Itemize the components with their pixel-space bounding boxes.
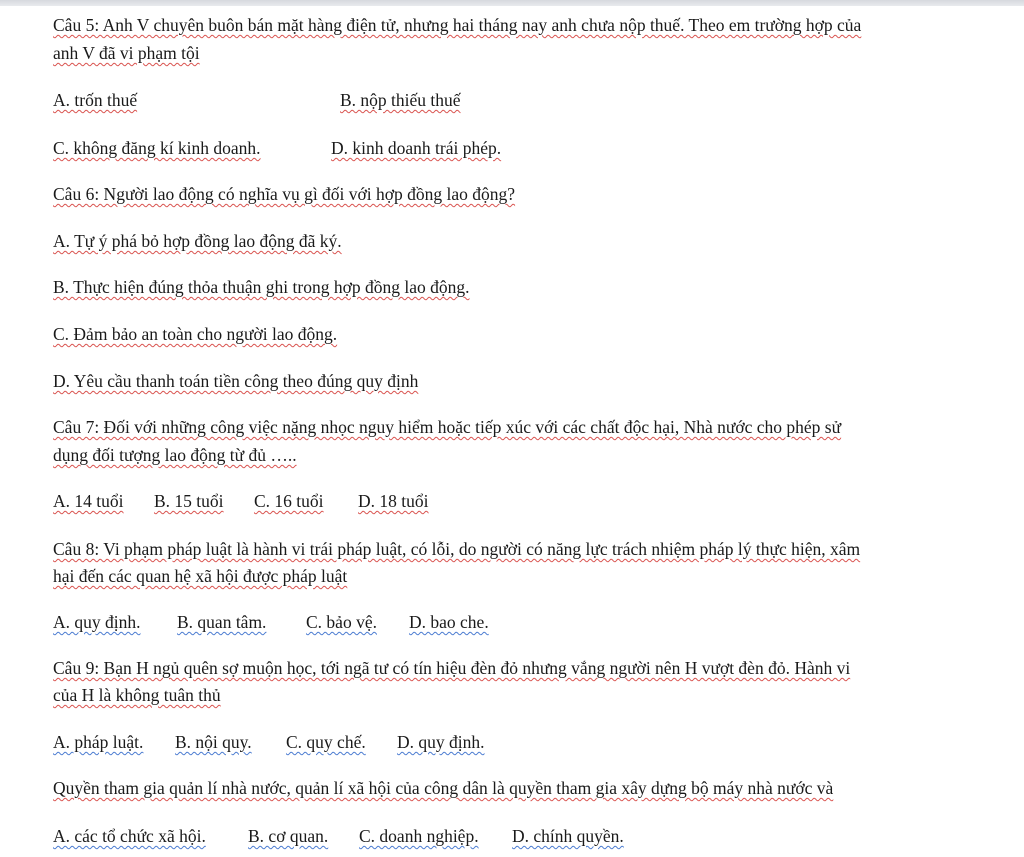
question-6-stem: Câu 6: Người lao động có nghĩa vụ gì đối với hợp đồng lao động?: [53, 184, 516, 204]
question-10-option-b: B. cơ quan.: [248, 826, 329, 846]
question-5-option-b: B. nộp thiếu thuế: [340, 90, 461, 110]
question-5-option-d: D. kinh doanh trái phép.: [331, 138, 502, 158]
question-7-option-d: D. 18 tuổi: [358, 491, 429, 511]
question-6-option-c: C. Đảm bảo an toàn cho người lao động.: [53, 324, 338, 344]
question-7-option-b: B. 15 tuổi: [154, 491, 224, 511]
question-9-stem-line-2: của H là không tuân thủ: [53, 685, 221, 705]
question-8-option-c: C. bảo vệ.: [306, 612, 377, 632]
question-5-stem-line-2: anh V đã vi phạm tội: [53, 43, 200, 63]
question-8-option-d: D. bao che.: [409, 612, 489, 632]
question-10-option-a: A. các tổ chức xã hội.: [53, 826, 206, 846]
question-6-option-d: D. Yêu cầu thanh toán tiền công theo đúng quy định: [53, 371, 419, 391]
question-9-stem-line-1: Câu 9: Bạn H ngủ quên sợ muộn học, tới ngã tư có tín hiệu đèn đỏ nhưng vắng người nên H vượt đèn đỏ. Hành vi: [53, 658, 851, 678]
question-8-option-a: A. quy định.: [53, 612, 141, 632]
question-8-stem-line-2: hại đến các quan hệ xã hội được pháp luật: [53, 566, 348, 586]
question-7-option-c: C. 16 tuổi: [254, 491, 324, 511]
question-6-option-b: B. Thực hiện đúng thỏa thuận ghi trong hợp đồng lao động.: [53, 277, 470, 297]
question-7-stem-line-2: dụng đối tượng lao động từ đủ …..: [53, 445, 297, 465]
question-10-stem: Quyền tham gia quản lí nhà nước, quản lí xã hội của công dân là quyền tham gia xây dựng bộ máy nhà nước và: [53, 778, 834, 798]
question-6-option-a: A. Tự ý phá bỏ hợp đồng lao động đã ký.: [53, 231, 342, 251]
question-7-stem-line-1: Câu 7: Đối với những công việc nặng nhọc nguy hiểm hoặc tiếp xúc với các chất độc hại, Nhà nước cho phép sử: [53, 417, 842, 437]
question-8-stem-line-1: Câu 8: Vi phạm pháp luật là hành vi trái pháp luật, có lỗi, do người có năng lực trách nhiệm pháp lý thực hiện, xâm: [53, 539, 861, 559]
question-10-option-c: C. doanh nghiệp.: [359, 826, 479, 846]
question-9-option-a: A. pháp luật.: [53, 732, 144, 752]
question-5-stem-line-1: Câu 5: Anh V chuyên buôn bán mặt hàng điện tử, nhưng hai tháng nay anh chưa nộp thuế. Theo em trường hợp của: [53, 15, 862, 35]
question-7-option-a: A. 14 tuổi: [53, 491, 124, 511]
question-10-option-d: D. chính quyền.: [512, 826, 624, 846]
question-9-option-c: C. quy chế.: [286, 732, 366, 752]
question-5-option-a: A. trốn thuế: [53, 90, 138, 110]
question-8-option-b: B. quan tâm.: [177, 612, 267, 632]
question-9-option-b: B. nội quy.: [175, 732, 252, 752]
question-5-option-c: C. không đăng kí kinh doanh.: [53, 138, 261, 158]
question-9-option-d: D. quy định.: [397, 732, 485, 752]
